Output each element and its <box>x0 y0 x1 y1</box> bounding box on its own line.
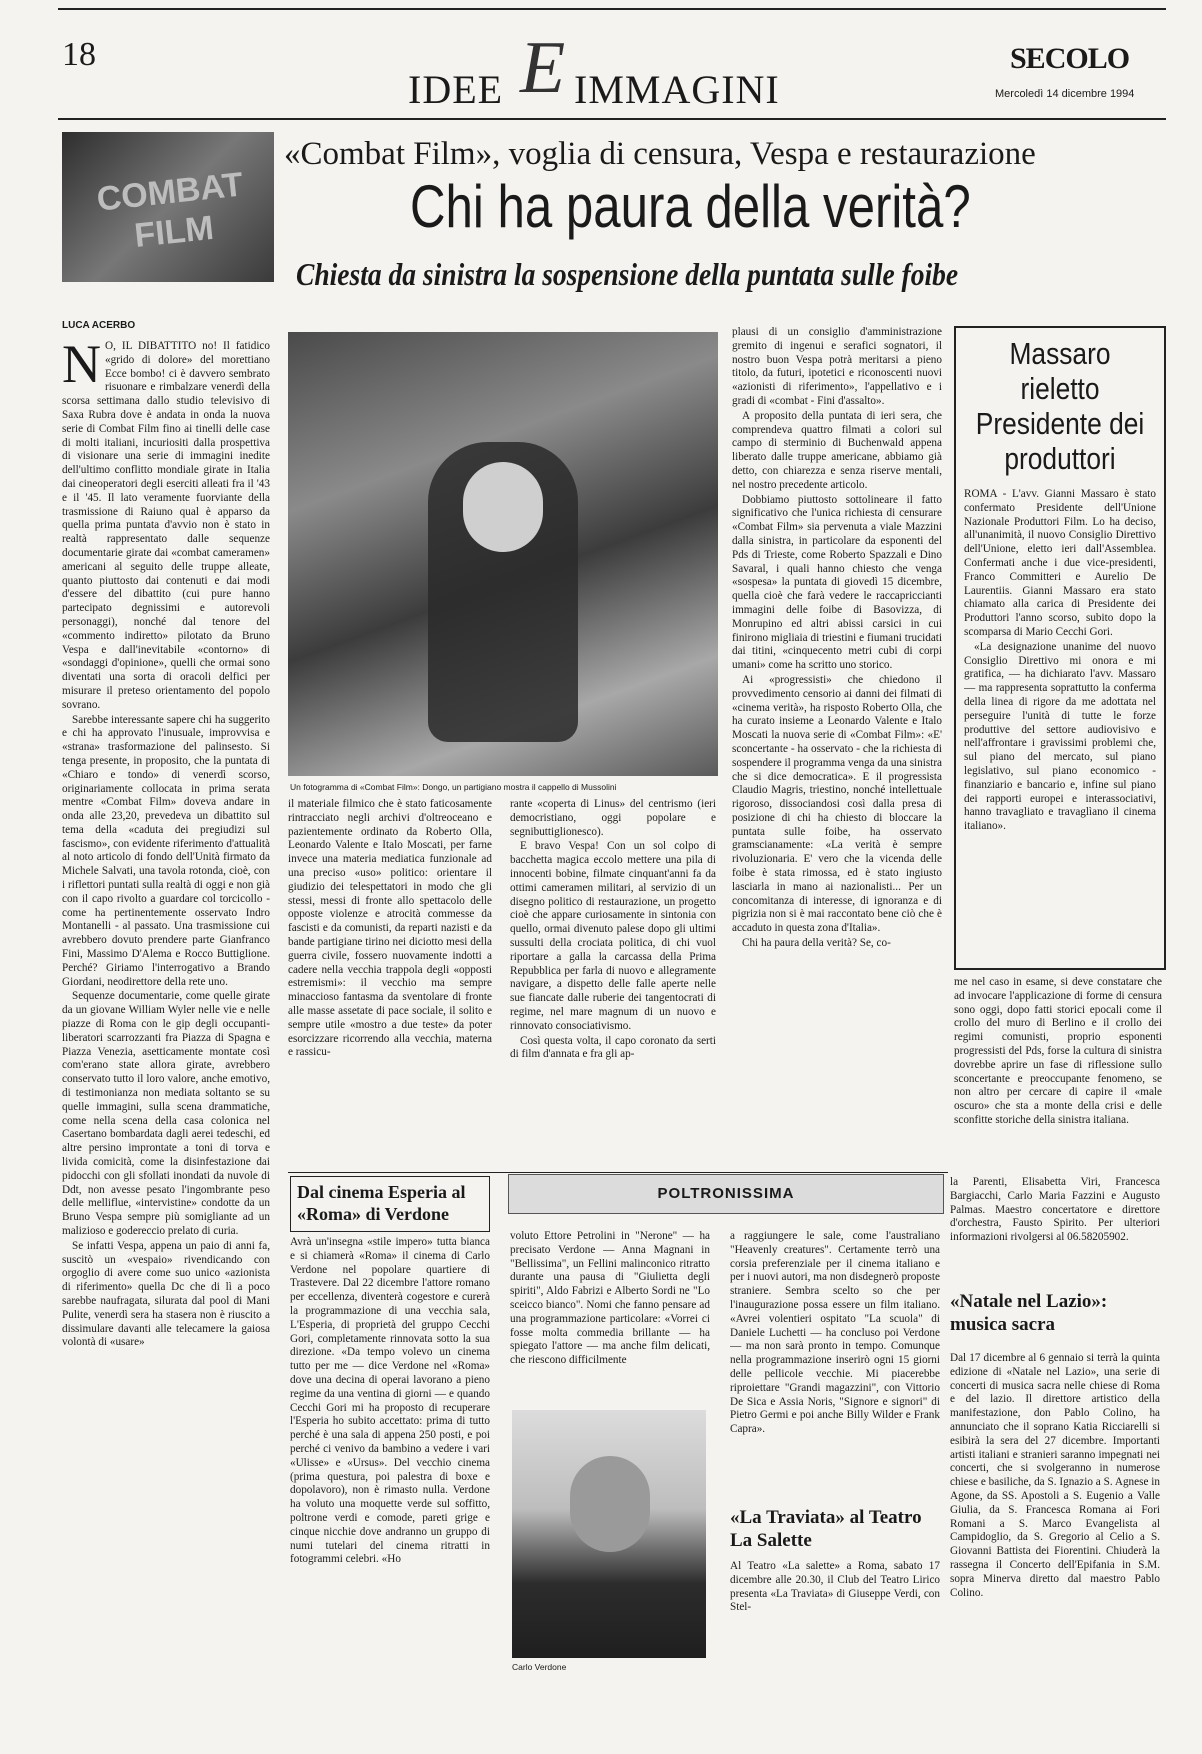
poltronissima-banner <box>508 1174 944 1214</box>
main-article-column-1 <box>62 340 270 1702</box>
section-title-right: IMMAGINI <box>574 67 780 112</box>
bottom-section-rule <box>288 1172 948 1173</box>
top-rule <box>58 8 1166 10</box>
paragraph: Così questa volta, il capo coronato da serti di film d'annata e fra gli ap- <box>510 1034 716 1061</box>
main-article-column-5 <box>954 976 1162 1166</box>
paragraph: a raggiungere le sale, come l'australiano "Heavenly creatures". Certamente terrò una corsia preferenziale per il cinema italiano e per i nuovi autori, ma non disdegnerò proposte straniere. Sembra scelto so che per l'inaugurazione possa essere un film italiano. «Avrei volentieri ospitato "La scuola" di Daniele Luchetti — ha concluso poi Verdone — ma non sarà pronto in tempo. Comunque nella programmazione inserirò ogni 15 giorni delle pellicole vecchie. Mi piacerebbe riproiettare "Grandi magazzini", con Vittorio De Sica e Assia Noris, "Signore e signori" di Pietro Germi e poi anche Billy Wilder e Frank Capra». <box>730 1230 940 1436</box>
issue-date: Mercoledì 14 dicembre 1994 <box>995 88 1135 100</box>
paragraph: E bravo Vespa! Con un sol colpo di bacchetta magica eccolo mettere una pila di innocenti bobine, filmate cinquant'anni fa da ottimi cameramen militari, al servizio di un disegno politico di restaurazione, un progetto cioè che appare curiosamente in sintonia con quello, ormai divenuto palese dopo gli ultimi sussulti della crociata politica, di chi vuol riportare a galla la carcassa della Prima Repubblica per farla di nuovo e allegramente navigare, a dispetto delle falle aperte nelle sue fiancate dalle ruberie dei tangentocrati di regime, nel mare magnum di un nuovo e rinnovato consociativismo. <box>510 840 716 1032</box>
paragraph: rante «coperta di Linus» del centrismo (ieri democristiano, oggi popolare e segnibuttiglionesco). <box>510 798 716 838</box>
paragraph: «La designazione unanime del nuovo Consiglio Direttivo mi onora e mi gratifica, — ha dichiarato l'avv. Massaro — ma rappresenta soprattutto la conferma della linea di rigore da me adottata nel perseguire l'unità di tutte le forze produttive del settore audiovisivo e nell'affrontare i gravissimi problemi che, sul piano del mercato, sul piano legislativo, sul piano economico - finanziario e bancario e, infine sul piano dei rapporti europei e interassociativi, hanno travagliato e travaglìano il cinema italiano». <box>964 640 1156 833</box>
paragraph: voluto Ettore Petrolini in "Nerone" — ha precisato Verdone — Anna Magnani in "Bellissima", un Fellini malinconico ritratto durante una pausa di "Giulietta degli spiriti", Aldo Fabrizi e Alberto Sordi ne "Lo sceicco bianco". Nomi che fanno pensare ad una programmazione particolare: «Vorrei ci fosse molta commedia brillante — ha spiegato l'attore — ma anche film delicati, che riescono difficilmente <box>510 1230 710 1367</box>
traviata-body <box>730 1560 940 1702</box>
article-kicker: «Combat Film», voglia di censura, Vespa e restaurazione <box>284 136 1036 172</box>
dropcap: N <box>62 340 101 394</box>
section-title-letter: E <box>520 27 566 109</box>
article-subheadline: Chiesta da sinistra la sospensione della puntata sulle foibe <box>296 256 959 292</box>
main-article-photo <box>288 332 718 776</box>
paragraph: ROMA - L'avv. Gianni Massaro è stato confermato Presidente dell'Unione Nazionale Produttori Film. Lo ha deciso, all'unanimità, il nuovo Consiglio Direttivo dell'Unione, eletto ieri dall'Assemblea. Confermati anche i due vice-presidenti, Franco Committeri e Aurelio De Laurentiis. Gianni Massaro era stato chiamato alla carica di Presidente dei Produttori l'anno scorso, subito dopo la scomparsa di Mario Cecchi Gori. <box>964 488 1156 638</box>
lazio-body <box>950 1352 1160 1702</box>
massaro-box <box>954 326 1166 970</box>
paragraph: Dal 17 dicembre al 6 gennaio si terrà la quinta edizione di «Natale nel Lazio», una serie di concerti di musica sacra nelle chiese di Roma e del lazio. Il direttore artistico della manifestazione, don Pablo Colino, ha annunciato che il soprano Katia Ricciarelli si esibirà la sera del 27 dicembre. Importanti artisti italiani e stranieri saranno impegnati nei concerti, che si svolgeranno in numerose chiese e basiliche, da S. Ignazio a S. Agnese in Agone, da SS. Apostoli a S. Eugenio a Valle Giulia, da S. Francesca Romana ai Fori Romani a S. Marco Evangelista al Campidoglio, da S. Gregorio al Celio a S. Giovanni Battista dei Fiorentini. Chiuderà la rassegna il Concerto dell'Epifania in S.M. sopra Minerva diretto dal maestro Pablo Colino. <box>950 1352 1160 1599</box>
verdone-title-box <box>290 1176 490 1232</box>
combat-film-thumbnail <box>62 132 274 282</box>
traviata-title: «La Traviata» al Teatro La Salette <box>730 1507 922 1551</box>
main-article-column-3 <box>510 798 716 1168</box>
thumbnail-text: COMBAT FILM <box>94 165 245 255</box>
verdone-column-3 <box>730 1230 940 1500</box>
massaro-title: Massaro rieletto Presidente dei produttori <box>975 336 1145 476</box>
verdone-title: Dal cinema Esperia al «Roma» di Verdone <box>297 1182 466 1224</box>
paragraph: Al Teatro «La salette» a Roma, sabato 17 dicembre alle 20.30, il Club del Teatro Lirico presenta «La Traviata» di Giuseppe Verdi, con Stel- <box>730 1560 940 1614</box>
paragraph: Ai «progressisti» che chiedono il provvedimento censorio ai danni dei filmati di «cinema verità», ha risposto Roberto Olla, che ha curato insieme a Leonardo Valente e Italo Moscati la nuova serie di «Combat Film»: «E' sconcertante - ha osservato - che la richiesta di sospendere il programma venga da una sinistra che si dice democratica». E il progressista Claudio Magris, triestino, nonché intellettuale rigoroso, dissociandosi così dalla presa di posizione di chi ha chiesto di bloccare la puntata sulle foibe, ha osservato gramscianamente: «La verità è sempre rivoluzionaria. E' vero che la vicenda delle foibe è stata rimossa, ed è stato ingiusto lasciarla in mano ai nazionalisti... Per un concomitanza di interesse, di ignoranza e di pigrizia non si è mai raccontato bene ciò che è accaduto in questa zona d'Italia». <box>732 673 942 935</box>
paragraph: O, IL DIBATTITO no! Il fatidico «grido di dolore» del morettiano Ecce bombo! ci è davvero sembrato risuonare e rimbalzare venerdì della scorsa settimana dallo studio televisivo di Saxa Rubra dove è andata in onda la nuova serie di Combat Film fino ai tinelli delle case di molti italiani, incuriositi dalla prospettiva di visionare una serie di immagini inedite dell'ultimo conflitto mondiale girate in Italia dai cineoperatori degli eserciti alleati fra il '43 e il '45. Il lato veramente fuorviante della trasmissione di Raiuno qual è apparso da quella prima puntata d'avvio non è stato in realtà rappresentato dalle sequenze documentarie girate dai «combat cameramen» americani al seguito delle truppe alleate, quanto piuttosto dai contenuti e dai modi d'essere del dibattito (cui pure hanno partecipato degnissimi e autorevoli personaggi), nonché dal tenore del «commento indiretto» pilotato da Bruno Vespa e dall'inevitabile «contorno» di «sondaggi d'opinione», quelli che ormai sono diventati una sorta di oracoli delfici per misurare il preteso orientamento del popolo sovrano. <box>62 340 270 711</box>
paragraph: Dobbiamo piuttosto sottolineare il fatto significativo che l'unica richiesta di censurare «Combat Film» sia pervenuta a viale Mazzini dalla sinistra, in particolare da esponenti del Pds di Trieste, come Roberto Spazzali e Dino Savaral, i quali hanno chiesto che venga «sospesa» la puntata di giovedì 15 dicembre, quella cioè che farà vedere le raccapriccianti immagini delle foibe di Basovizza, di Monrupino ed altri abissi carsici in cui finirono migliaia di triestini e fiumani trucidati dai titini, «cinquecento metri cubi di corpi umani» come ha scritto uno storico. <box>732 493 942 672</box>
verdone-column-2 <box>510 1230 710 1404</box>
paragraph: la Parenti, Elisabetta Viri, Francesca Bargiacchi, Carlo Maria Fazzini e Augusto Palmas. Maestro concertatore e direttore d'orchestra, Fausto Spirito. Per ulteriori informazioni rivolgersi al 06.58205902. <box>950 1176 1160 1244</box>
paragraph: Sarebbe interessante sapere chi ha suggerito e chi ha approvato l'inusuale, improvvisa e «strana» trasformazione del palinsesto. Si tenga presente, in proposito, che la puntata di «Chiaro e tondo» di venerdì scorso, originariamente collocata in prima serata mentre «Combat Film» doveva andare in onda alle 23,20, prevedeva un dibattito sul tema della «caduta dei pregiudizi sul fascismo», con evidente riferimento d'attualità al noto articolo di fondo dell'Unità firmato da Michele Salvati, una tavola rotonda, cioè, con i riflettori puntati sulla realtà di oggi e non già con il capo rivolto a guardare col torcicollo - come ha pertinentemente osservato Indro Montanelli - al passato. Una trasmissione cui avrebbero dovuto prendere parte Gianfranco Fini, Massimo D'Alema e Rocco Buttiglione. Perché? Giriamo l'interrogativo a Brando Giordani, neodirettore della rete uno. <box>62 713 270 988</box>
massaro-body <box>964 488 1156 960</box>
poltronissima-label: POLTRONISSIMA <box>657 1185 795 1202</box>
traviata-continued <box>950 1176 1160 1276</box>
paragraph: Se infatti Vespa, appena un paio di anni fa, suscitò un «vespaio» rivendicando con orgoglio di avere come suo unico «azionista di riferimento» quella Dc che di lì a poco sarebbe naufragata, silurata dal pool di Mani Pulite, venerdì sera ha stasera non è riuscito a dissimulare davanti alle telecamere la gaiosa volontà di «usare» <box>62 1239 270 1349</box>
paragraph: il materiale filmico che è stato faticosamente rintracciato negli archivi d'oltreoceano e pazientemente ordinato da Roberto Olla, Leonardo Valente e Italo Moscati, per farne invece una materia mediatica funzionale ad una preciso «uso» politico: orientare il giudizio dei telespettatori in modo che gli stessi, messi di fronte allo spettacolo delle opposte violenze e atrocità commesse da fascisti e da comunisti, da reparti nazisti e da bande partigiane tirino nei diciotto mesi della guerra civile, fossero nuovamente indotti a cadere nella vecchia trappola degli «opposti estremismi»: il vecchio ma sempre minaccioso fantasma da sventolare di fronte alle masse assetate di pace sociale, il solito e sempre utile «mostro a due teste» da poter esorcizzare ricorrendo alla vecchia, materna e rassicu- <box>288 798 492 1059</box>
verdone-column-1 <box>290 1236 490 1706</box>
main-photo-caption: Un fotogramma di «Combat Film»: Dongo, un partigiano mostra il cappello di Mussolini <box>290 782 617 792</box>
paragraph: Sequenze documentarie, come quelle girate da un giovane William Wyler nelle vie e nelle piazze di Roma con le gip degli occupanti-liberatori scarrozzanti fra Piazza di Spagna e Piazza Venezia, asetticamente montate così com'erano state allora girate, avrebbero conservato tutto il loro valore, anche emotivo, di testimonianza non mediata soltanto se su quelle immagini, sulla scena drammatiche, come nella scena della casa colonica nel Casertano bombardata dagli aerei tedeschi, ed altre persino improntate a toni di torva e livida comicità, come la disinfestazione dai pidocchi con gli sfollati inondati da nuvole di Ddt, non avesse pesato l'ingombrante peso delle mellifluе, «intervistine» condotte da un Bruno Vespa sempre più somigliante ad un malizioso e godereccio prelato di curia. <box>62 990 270 1237</box>
lazio-title: «Natale nel Lazio»: musica sacra <box>950 1291 1108 1335</box>
photo-face-shape <box>463 462 543 552</box>
verdone-photo-caption: Carlo Verdone <box>512 1662 567 1672</box>
paragraph: me nel caso in esame, si deve constatare che ad invocare l'applicazione di forme di censura sono oggi, dopo fatti storici epocali come il crollo del muro di Berlino e il crollo dei regimi comunisti, proprio esponenti progressisti del Pds, forse la cultura di sinistra dovrebbe aprire un fase di riflessione sullo sconcertante e preoccupante fenomeno, se non altro per cercare di capire il «male oscuro» che sta a monte della crisi e delle sconfitte storiche della sinistra italiana. <box>954 976 1162 1126</box>
section-title-left: IDEE <box>408 67 504 112</box>
masthead-rule <box>58 118 1166 120</box>
verdone-photo <box>512 1410 706 1658</box>
paragraph: Avrà un'insegna «stile impero» tutta bianca e si chiamerà «Roma» il cinema di Carlo Verdone nel popolare quartiere di Trastevere. Dal 22 dicembre l'attore romano per eccellenza, diventerà cogestore e curerà la programmazione di una vecchia sala, L'Esperia, di proprietà del gruppo Cecchi Gori, completamente rinnovata sotto la sua direzione. «Da tempo volevo un cinema tutto per me — dice Verdone nel «Roma» dove una decina di operai lavorano a pieno regime da una ventina di giorni — e quando Cecchi Gori mi ha proposto di recuperare l'Esperia ho subito accettato: prima di tutto perché è una sala di appena 250 posti, e poi perché ci venivo da bambino a vedere i vari «Ulisse» e «Ursus». Del vecchio cinema (prima questura, poi palestra di boxe e dopolavoro), non è rimasto nulla. Verdone ha voluto una moquette verde sul soffitto, poltrone verdi e comode, pareti grige e cinque nicchie dove andranno un gruppo di numi tutelari del cinema ritratti in fotogrammi celebri. «Ho <box>290 1236 490 1566</box>
paragraph: plausi di un consiglio d'amministrazione gremito di ingenui e serafici sognatori, il nostro buon Vespa potrà meritarsi a pieno titolo, da futuri, ipotetici e riconoscenti nuovi «azionisti di riferimento», l'appellativo e i gradi di «combat - Fini d'assalto». <box>732 326 942 407</box>
page-number: 18 <box>62 36 96 73</box>
paragraph: Chi ha paura della verità? Se, co- <box>742 937 891 950</box>
main-article-column-4 <box>732 326 942 1176</box>
article-headline: Chi ha paura della verità? <box>410 173 971 240</box>
byline: LUCA ACERBO <box>62 320 136 331</box>
main-article-column-2 <box>288 798 492 1168</box>
newspaper-logo: SECOLO <box>1010 42 1130 75</box>
verdone-face-shape <box>570 1456 650 1552</box>
paragraph: A proposito della puntata di ieri sera, che comprendeva quattro filmati a colori sul campo di sterminio di Buchenwald appena liberato dalle truppe americane, abbiamo già detto, con chiarezza e senza riserve mentali, nel nostro precedente articolo. <box>732 409 942 491</box>
